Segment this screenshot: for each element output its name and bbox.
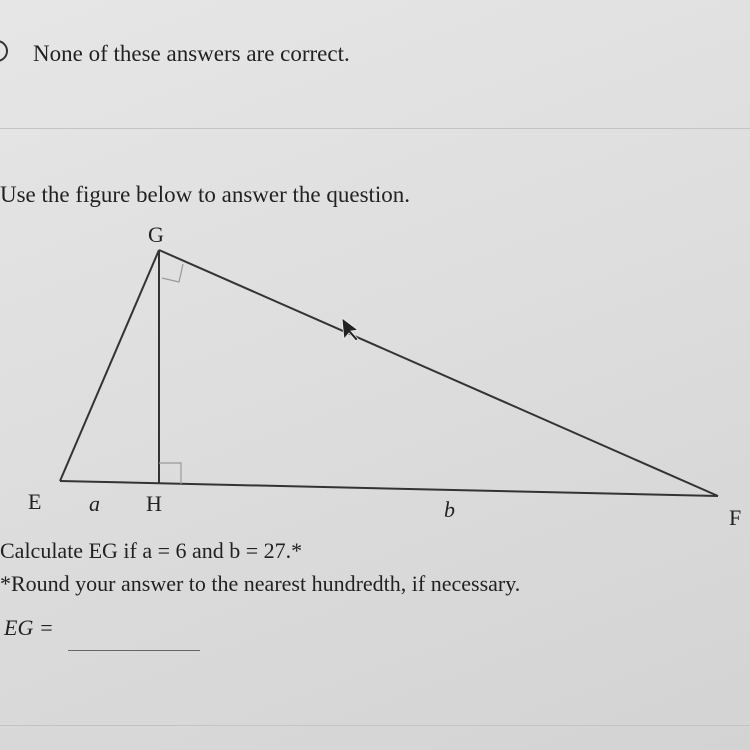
question-instruction: Use the figure below to answer the question.: [0, 182, 411, 207]
vertex-label-g: G: [148, 222, 164, 247]
segment-label-a: a: [89, 491, 100, 516]
vertex-label-e: E: [28, 489, 42, 514]
answer-option-label: None of these answers are correct.: [33, 41, 350, 66]
answer-input[interactable]: [68, 626, 200, 651]
rounding-note: *Round your answer to the nearest hundredth, if necessary.: [0, 571, 521, 596]
side-gf: [159, 250, 718, 496]
vertex-label-f: F: [729, 505, 742, 530]
vertex-label-h: H: [146, 491, 162, 516]
question-text: Calculate EG if a = 6 and b = 27.*: [0, 538, 303, 563]
right-angle-mark-g: [162, 264, 183, 282]
right-angle-mark-h: [159, 463, 181, 484]
answer-label: EG =: [4, 615, 54, 640]
side-eg: [60, 250, 159, 481]
bottom-divider: [0, 725, 750, 726]
segment-label-b: b: [444, 497, 455, 522]
mouse-cursor-icon: [342, 318, 358, 341]
